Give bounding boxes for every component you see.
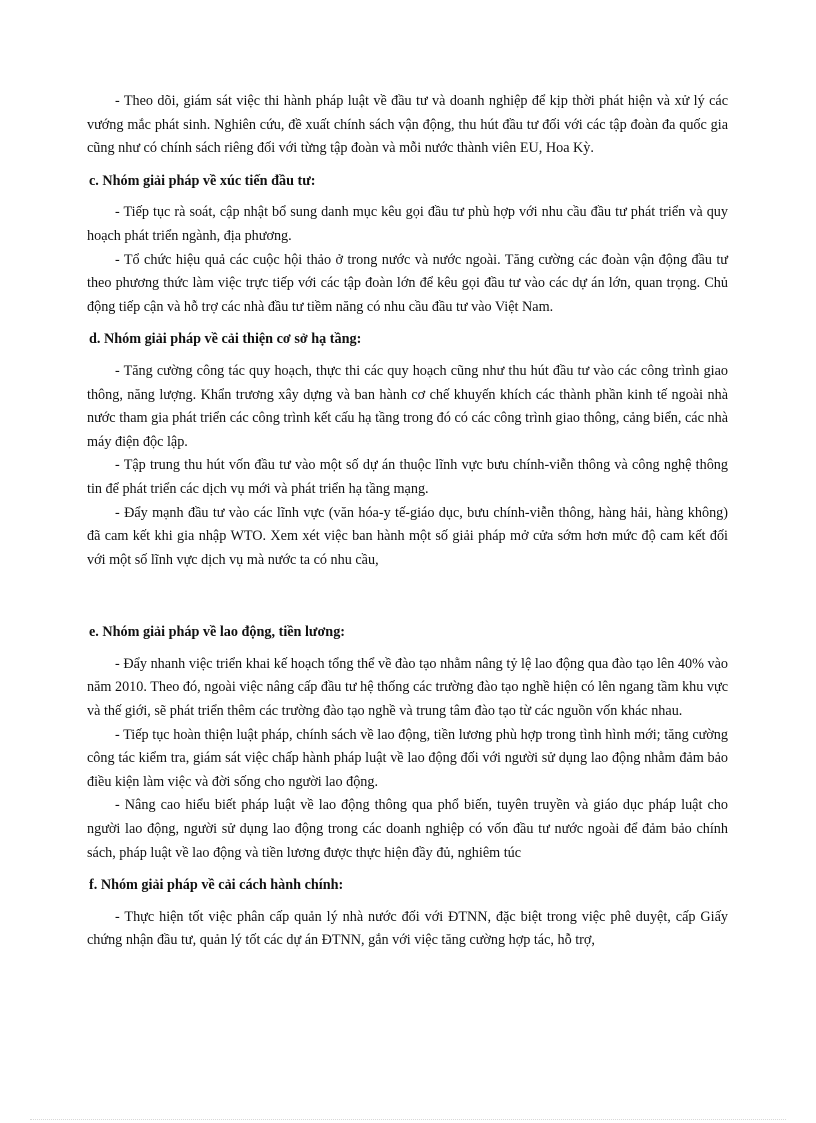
- heading-section-e: e. Nhóm giải pháp về lao động, tiền lương:: [89, 624, 346, 641]
- paragraph-f-1: - Thực hiện tốt việc phân cấp quản lý nhà nước đối với ĐTNN, đặc biệt trong việc phê duyệt, cấp Giấy chứng nhận đầu tư, quản lý tốt các dự án ĐTNN, gắn với việc tăng cường hợp tác, hỗ trợ,: [87, 908, 728, 949]
- paragraph-d-3: - Đẩy mạnh đầu tư vào các lĩnh vực (văn hóa-y tế-giáo dục, bưu chính-viễn thông, hàng hải, hàng không) đã cam kết khi gia nhập WTO. Xem xét việc ban hành một số giải pháp mở cửa sớm hơn mức độ cam kết đối với một số lĩnh vực dịch vụ mà nước ta có nhu cầu,: [87, 504, 728, 568]
- paragraph-intro: - Theo dõi, giám sát việc thi hành pháp luật về đầu tư và doanh nghiệp để kịp thời phát hiện và xử lý các vướng mắc phát sinh. Nghiên cứu, đề xuất chính sách vận động, thu hút đầu tư đối với các tập đoàn đa quốc gia cũng như có chính sách riêng đối với từng tập đoàn và mỗi nước thành viên EU, Hoa Kỳ.: [87, 93, 728, 157]
- heading-section-f: f. Nhóm giải pháp về cải cách hành chính:: [89, 877, 344, 894]
- paragraph-e-1: - Đẩy nhanh việc triển khai kế hoạch tổng thể về đào tạo nhằm nâng tỷ lệ lao động qua đào tạo lên 40% vào năm 2010. Theo đó, ngoài việc nâng cấp đầu tư hệ thống các trường đào tạo nghề hiện có lên ngang tầm khu vực và thế giới, sẽ phát triển thêm các trường đào tạo nghề và trung tâm đào tạo từ các nguồn vốn khác nhau.: [87, 655, 728, 720]
- heading-section-c: c. Nhóm giải pháp về xúc tiến đầu tư:: [89, 172, 316, 189]
- paragraph-e-3: - Nâng cao hiểu biết pháp luật về lao động thông qua phổ biến, tuyên truyền và giáo dục pháp luật cho người lao động, người sử dụng lao động trong các doanh nghiệp có vốn đầu tư nước ngoài để đảm bảo chính sách, pháp luật về lao động và tiền lương được thực hiện đầy đủ, nghiêm túc: [87, 797, 728, 861]
- paragraph-e-2: - Tiếp tục hoàn thiện luật pháp, chính sách về lao động, tiền lương phù hợp trong tình hình mới; tăng cường công tác kiểm tra, giám sát việc chấp hành pháp luật về lao động đối với người sử dụng lao động nhằm đảm bảo điều kiện làm việc và đời sống cho người lao động.: [87, 726, 728, 790]
- paragraph-c-1: - Tiếp tục rà soát, cập nhật bổ sung danh mục kêu gọi đầu tư phù hợp với nhu cầu đầu tư phát triển và quy hoạch phát triển ngành, địa phương.: [87, 204, 728, 244]
- document-page: [87, 90, 728, 953]
- paragraph-c-2: - Tổ chức hiệu quả các cuộc hội thảo ở trong nước và nước ngoài. Tăng cường các đoàn vận động đầu tư theo phương thức làm việc trực tiếp với các tập đoàn lớn để kêu gọi đầu tư vào các dự án lớn, quan trọng. Chủ động tiếp cận và hỗ trợ các nhà đầu tư tiềm năng có nhu cầu đầu tư vào Việt Nam.: [87, 251, 728, 315]
- page-bottom-divider: [30, 1119, 786, 1120]
- heading-section-d: d. Nhóm giải pháp về cải thiện cơ sở hạ tầng:: [89, 331, 362, 348]
- section-spacer: [87, 572, 728, 612]
- paragraph-d-1: - Tăng cường công tác quy hoạch, thực thi các quy hoạch cũng như thu hút đầu tư vào các công trình giao thông, năng lượng. Khẩn trương xây dựng và ban hành cơ chế khuyến khích các thành phần kinh tế ngoài nhà nước tham gia phát triển các công trình kết cấu hạ tầng trong đó có các công trình giao thông, cảng biển, các nhà máy điện độc lập.: [87, 362, 728, 450]
- paragraph-d-2: - Tập trung thu hút vốn đầu tư vào một số dự án thuộc lĩnh vực bưu chính-viễn thông và công nghệ thông tin để phát triển các dịch vụ mới và phát triển hạ tầng mạng.: [87, 457, 728, 497]
